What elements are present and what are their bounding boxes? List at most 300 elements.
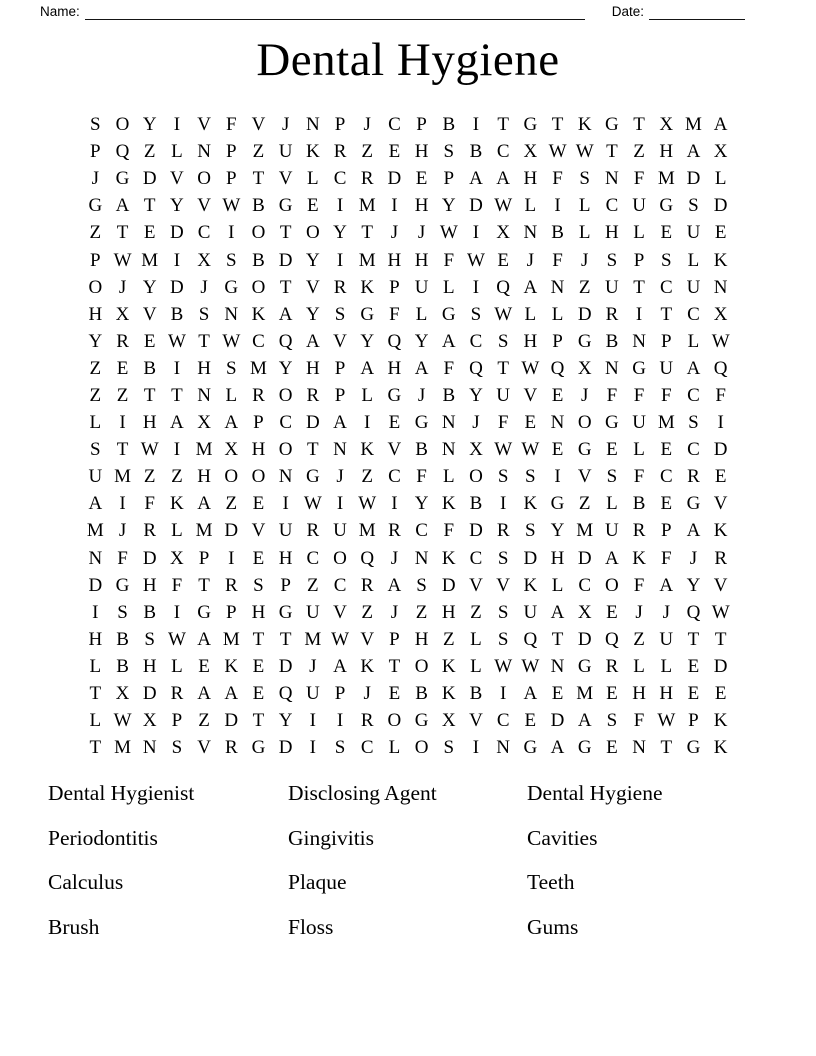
- grid-letter: O: [605, 574, 619, 596]
- grid-letter: U: [605, 276, 619, 298]
- grid-letter: L: [660, 655, 673, 677]
- grid-letter: T: [497, 114, 509, 136]
- grid-letter: E: [388, 141, 401, 163]
- grid-letter: O: [278, 384, 293, 406]
- grid-letter: U: [605, 520, 619, 542]
- grid-letter: I: [119, 412, 126, 434]
- grid-letter: B: [632, 493, 646, 515]
- grid-letter: Z: [171, 466, 183, 488]
- grid-letter: T: [252, 168, 265, 190]
- grid-letter: R: [714, 547, 727, 569]
- grid-letter: L: [388, 737, 401, 759]
- grid-letter: Y: [550, 520, 565, 542]
- grid-letter: S: [497, 628, 509, 650]
- grid-letter: Z: [578, 493, 591, 515]
- grid-letter: V: [387, 439, 402, 461]
- grid-letter: D: [577, 547, 592, 569]
- grid-letter: L: [171, 655, 183, 677]
- grid-letter: C: [388, 466, 401, 488]
- grid-letter: T: [307, 439, 319, 461]
- grid-letter: Z: [252, 141, 265, 163]
- grid-letter: W: [331, 628, 349, 650]
- grid-letter: Z: [116, 384, 129, 406]
- grid-letter: X: [713, 303, 728, 325]
- grid-letter: A: [333, 655, 347, 677]
- grid-letter: L: [415, 303, 428, 325]
- grid-letter: S: [225, 357, 237, 379]
- grid-letter: H: [88, 303, 103, 325]
- grid-letter: K: [632, 547, 646, 569]
- grid-letter: R: [360, 710, 374, 732]
- grid-letter: Q: [360, 547, 375, 569]
- grid-letter: L: [470, 628, 482, 650]
- grid-letter: Z: [361, 601, 374, 623]
- grid-letter: D: [469, 195, 483, 217]
- grid-letter: F: [171, 574, 183, 596]
- grid-letter: P: [90, 141, 101, 163]
- grid-letter: H: [278, 547, 293, 569]
- grid-letter: C: [279, 412, 292, 434]
- grid-letter: P: [253, 412, 264, 434]
- grid-letter: Z: [442, 628, 455, 650]
- grid-letter: J: [581, 384, 589, 406]
- grid-letter: V: [197, 114, 211, 136]
- grid-letter: C: [659, 466, 673, 488]
- grid-letter: L: [578, 195, 591, 217]
- grid-letter: R: [605, 303, 619, 325]
- grid-letter: D: [550, 710, 565, 732]
- grid-letter: O: [414, 655, 429, 677]
- grid-letter: B: [143, 601, 157, 623]
- grid-letter: S: [660, 249, 672, 271]
- grid-letter: O: [387, 710, 402, 732]
- word-item: Plaque: [288, 870, 347, 895]
- grid-letter: E: [714, 466, 727, 488]
- grid-letter: A: [469, 168, 483, 190]
- grid-letter: R: [116, 330, 129, 352]
- grid-letter: S: [606, 249, 618, 271]
- grid-letter: G: [577, 655, 592, 677]
- grid-letter: C: [687, 303, 700, 325]
- grid-letter: C: [687, 384, 700, 406]
- grid-letter: G: [605, 412, 619, 434]
- grid-letter: P: [389, 276, 400, 298]
- grid-letter: B: [442, 384, 456, 406]
- grid-letter: L: [606, 493, 618, 515]
- grid-letter: E: [551, 683, 564, 705]
- grid-letter: X: [115, 303, 130, 325]
- grid-letter: W: [113, 710, 132, 732]
- grid-letter: Z: [633, 628, 645, 650]
- grid-letter: G: [414, 412, 429, 434]
- grid-letter: Y: [414, 493, 429, 515]
- grid-letter: S: [90, 114, 101, 136]
- grid-letter: M: [250, 357, 267, 379]
- grid-letter: B: [143, 357, 157, 379]
- grid-letter: G: [577, 330, 592, 352]
- grid-letter: A: [414, 357, 429, 379]
- grid-letter: N: [713, 276, 728, 298]
- grid-letter: K: [713, 520, 728, 542]
- grid-letter: C: [578, 574, 592, 596]
- grid-letter: G: [550, 493, 565, 515]
- grid-letter: U: [278, 141, 293, 163]
- grid-letter: V: [523, 384, 538, 406]
- grid-letter: Y: [469, 384, 483, 406]
- grid-letter: W: [548, 141, 567, 163]
- grid-letter: L: [633, 655, 645, 677]
- grid-letter: E: [497, 249, 509, 271]
- grid-letter: X: [577, 601, 592, 623]
- grid-letter: F: [715, 384, 726, 406]
- grid-letter: Z: [361, 141, 374, 163]
- grid-letter: N: [441, 412, 456, 434]
- grid-letter: K: [441, 493, 456, 515]
- grid-letter: Q: [496, 276, 511, 298]
- grid-letter: X: [224, 439, 239, 461]
- grid-letter: I: [391, 493, 398, 515]
- grid-letter: Q: [686, 601, 701, 623]
- grid-letter: X: [197, 412, 211, 434]
- grid-letter: T: [198, 574, 210, 596]
- grid-letter: M: [304, 628, 322, 650]
- grid-letter: D: [224, 710, 239, 732]
- grid-letter: C: [496, 710, 510, 732]
- grid-letter: Z: [225, 493, 238, 515]
- grid-letter: I: [336, 493, 344, 515]
- grid-letter: H: [251, 601, 266, 623]
- grid-letter: K: [170, 493, 184, 515]
- grid-letter: I: [554, 195, 561, 217]
- grid-letter: B: [605, 330, 619, 352]
- grid-letter: H: [142, 412, 157, 434]
- grid-letter: H: [414, 628, 429, 650]
- grid-letter: I: [472, 114, 480, 136]
- grid-letter: G: [441, 303, 456, 325]
- grid-letter: O: [251, 466, 266, 488]
- grid-letter: Z: [470, 601, 482, 623]
- grid-letter: V: [197, 195, 211, 217]
- grid-letter: K: [224, 655, 239, 677]
- date-label: Date:: [611, 4, 645, 19]
- grid-letter: X: [577, 357, 592, 379]
- grid-letter: H: [523, 168, 538, 190]
- grid-letter: S: [470, 303, 482, 325]
- grid-letter: K: [523, 493, 538, 515]
- grid-letter: C: [333, 574, 347, 596]
- grid-letter: B: [442, 114, 456, 136]
- grid-letter: A: [496, 168, 511, 190]
- grid-letter: J: [472, 412, 480, 434]
- grid-letter: V: [142, 303, 157, 325]
- grid-letter: A: [550, 737, 565, 759]
- grid-letter: P: [443, 168, 455, 190]
- grid-letter: F: [633, 466, 645, 488]
- grid-letter: N: [632, 330, 646, 352]
- grid-letter: P: [90, 249, 101, 271]
- grid-letter: Y: [305, 249, 320, 271]
- grid-letter: A: [686, 141, 701, 163]
- grid-letter: E: [143, 330, 156, 352]
- grid-letter: Q: [115, 141, 130, 163]
- grid-letter: I: [173, 439, 181, 461]
- grid-letter: J: [390, 547, 399, 569]
- grid-letter: Q: [469, 357, 483, 379]
- grid-letter: B: [469, 141, 483, 163]
- word-list-column: [48, 781, 194, 959]
- grid-letter: S: [579, 168, 590, 190]
- grid-letter: L: [171, 520, 183, 542]
- name-blank-line: [85, 5, 585, 20]
- grid-letter: L: [89, 412, 102, 434]
- grid-letter: P: [660, 330, 672, 352]
- grid-letter: F: [633, 168, 645, 190]
- grid-letter: B: [469, 683, 483, 705]
- grid-letter: T: [551, 628, 564, 650]
- grid-letter: J: [417, 222, 426, 244]
- grid-letter: G: [115, 574, 130, 596]
- grid-letter: V: [251, 520, 266, 542]
- grid-letter: H: [605, 222, 619, 244]
- grid-letter: R: [224, 574, 238, 596]
- grid-letter: U: [632, 412, 646, 434]
- grid-letter: C: [605, 195, 619, 217]
- grid-letter: S: [525, 520, 536, 542]
- grid-letter: N: [550, 412, 565, 434]
- grid-letter: N: [632, 737, 646, 759]
- grid-letter: T: [279, 628, 292, 650]
- grid-letter: Q: [278, 330, 293, 352]
- grid-letter: E: [524, 710, 537, 732]
- grid-letter: V: [469, 710, 483, 732]
- grid-letter: V: [170, 168, 184, 190]
- grid-letter: C: [388, 114, 401, 136]
- word-item: Cavities: [527, 825, 598, 850]
- grid-letter: V: [333, 330, 347, 352]
- grid-letter: S: [688, 412, 699, 434]
- grid-letter: Q: [278, 683, 293, 705]
- grid-letter: R: [143, 520, 157, 542]
- grid-letter: U: [523, 601, 538, 623]
- grid-letter: I: [119, 493, 126, 515]
- grid-letter: F: [497, 412, 509, 434]
- grid-letter: M: [576, 520, 594, 542]
- grid-letter: E: [551, 384, 564, 406]
- grid-letter: A: [605, 547, 619, 569]
- grid-letter: H: [387, 249, 402, 271]
- grid-letter: D: [170, 276, 184, 298]
- grid-letter: U: [659, 628, 674, 650]
- grid-letter: N: [305, 114, 320, 136]
- grid-letter: J: [662, 601, 670, 623]
- grid-letter: T: [660, 737, 673, 759]
- grid-letter: I: [173, 601, 181, 623]
- grid-letter: R: [333, 141, 347, 163]
- grid-letter: X: [496, 222, 511, 244]
- grid-letter: S: [225, 249, 237, 271]
- grid-letter: T: [279, 222, 292, 244]
- grid-letter: C: [306, 547, 320, 569]
- grid-letter: A: [523, 683, 538, 705]
- grid-letter: U: [305, 601, 320, 623]
- grid-letter: S: [497, 466, 509, 488]
- grid-letter: M: [86, 520, 104, 542]
- grid-letter: F: [117, 547, 128, 569]
- grid-letter: H: [197, 466, 211, 488]
- grid-letter: E: [524, 412, 537, 434]
- grid-letter: D: [142, 547, 157, 569]
- grid-letter: C: [496, 141, 510, 163]
- grid-letter: D: [713, 439, 728, 461]
- grid-letter: W: [521, 655, 540, 677]
- grid-letter: Q: [713, 357, 728, 379]
- grid-letter: I: [228, 222, 235, 244]
- grid-letter: W: [521, 439, 540, 461]
- grid-letter: S: [171, 737, 183, 759]
- grid-letter: A: [713, 114, 728, 136]
- grid-letter: V: [496, 574, 511, 596]
- grid-letter: U: [333, 520, 347, 542]
- grid-letter: H: [523, 330, 538, 352]
- grid-letter: L: [633, 439, 645, 461]
- grid-letter: E: [415, 168, 428, 190]
- grid-letter: X: [142, 710, 157, 732]
- grid-letter: I: [635, 303, 643, 325]
- grid-letter: D: [142, 683, 157, 705]
- grid-letter: P: [225, 168, 237, 190]
- grid-letter: H: [142, 655, 157, 677]
- grid-letter: T: [143, 195, 156, 217]
- grid-letter: L: [687, 330, 700, 352]
- grid-letter: X: [469, 439, 483, 461]
- grid-letter: A: [278, 303, 293, 325]
- grid-letter: D: [278, 655, 293, 677]
- grid-letter: W: [494, 303, 513, 325]
- grid-letter: F: [552, 168, 563, 190]
- grid-letter: T: [633, 114, 645, 136]
- grid-letter: E: [660, 222, 673, 244]
- grid-letter: H: [632, 683, 646, 705]
- grid-letter: J: [91, 168, 100, 190]
- grid-letter: C: [469, 547, 483, 569]
- grid-letter: L: [442, 466, 455, 488]
- grid-letter: J: [390, 222, 399, 244]
- grid-letter: S: [688, 195, 699, 217]
- grid-letter: P: [334, 114, 346, 136]
- grid-letter: Y: [686, 574, 701, 596]
- grid-letter: E: [714, 683, 727, 705]
- grid-letter: G: [360, 303, 375, 325]
- grid-letter: I: [92, 601, 99, 623]
- grid-letter: U: [305, 683, 320, 705]
- grid-letter: G: [577, 737, 592, 759]
- grid-letter: W: [711, 601, 730, 623]
- grid-letter: O: [88, 276, 103, 298]
- grid-letter: O: [115, 114, 130, 136]
- grid-letter: N: [88, 547, 103, 569]
- grid-letter: X: [713, 141, 728, 163]
- grid-letter: I: [309, 737, 316, 759]
- grid-letter: W: [657, 710, 676, 732]
- grid-letter: B: [252, 249, 265, 271]
- grid-letter: E: [606, 601, 618, 623]
- grid-letter: N: [333, 439, 347, 461]
- grid-letter: A: [686, 357, 701, 379]
- grid-letter: L: [551, 303, 564, 325]
- grid-letter: F: [443, 249, 455, 271]
- grid-letter: G: [251, 737, 266, 759]
- grid-letter: F: [660, 384, 672, 406]
- grid-letter: M: [576, 683, 594, 705]
- grid-letter: Y: [142, 114, 157, 136]
- grid-letter: W: [358, 493, 377, 515]
- grid-letter: U: [88, 466, 103, 488]
- grid-letter: I: [554, 466, 561, 488]
- grid-letter: J: [581, 249, 589, 271]
- grid-letter: A: [170, 412, 184, 434]
- grid-letter: Y: [414, 330, 429, 352]
- grid-letter: L: [687, 249, 700, 271]
- grid-letter: H: [414, 195, 429, 217]
- grid-letter: G: [197, 601, 211, 623]
- grid-letter: A: [550, 601, 565, 623]
- grid-letter: A: [197, 628, 211, 650]
- grid-letter: G: [659, 195, 674, 217]
- grid-letter: P: [660, 520, 672, 542]
- grid-letter: M: [222, 628, 240, 650]
- grid-letter: A: [305, 330, 320, 352]
- word-item: Brush: [48, 914, 100, 939]
- grid-letter: E: [660, 439, 673, 461]
- grid-letter: L: [714, 168, 727, 190]
- grid-letter: N: [550, 276, 565, 298]
- grid-letter: F: [633, 384, 645, 406]
- grid-letter: Y: [333, 222, 347, 244]
- grid-letter: I: [499, 493, 507, 515]
- grid-letter: X: [115, 683, 130, 705]
- grid-letter: D: [577, 303, 592, 325]
- grid-letter: W: [575, 141, 594, 163]
- grid-letter: L: [89, 655, 102, 677]
- grid-letter: G: [523, 737, 538, 759]
- grid-letter: I: [228, 547, 235, 569]
- grid-letter: R: [388, 520, 401, 542]
- grid-letter: Y: [142, 276, 157, 298]
- grid-letter: P: [552, 330, 563, 352]
- grid-letter: R: [333, 276, 347, 298]
- grid-letter: B: [415, 683, 428, 705]
- grid-letter: J: [118, 276, 127, 298]
- grid-letter: I: [173, 114, 181, 136]
- word-item: Dental Hygiene: [527, 781, 663, 805]
- grid-letter: V: [469, 574, 483, 596]
- grid-letter: T: [89, 683, 102, 705]
- grid-letter: S: [416, 574, 427, 596]
- grid-letter: I: [173, 357, 181, 379]
- grid-letter: Z: [89, 384, 102, 406]
- grid-letter: C: [687, 439, 700, 461]
- grid-letter: U: [686, 222, 701, 244]
- grid-letter: N: [197, 141, 211, 163]
- grid-letter: P: [225, 601, 237, 623]
- grid-letter: I: [717, 412, 724, 434]
- grid-letter: Z: [89, 357, 102, 379]
- grid-letter: H: [550, 547, 565, 569]
- grid-letter: F: [633, 710, 645, 732]
- grid-letter: Q: [605, 628, 619, 650]
- grid-letter: J: [309, 655, 317, 677]
- grid-letter: G: [305, 466, 320, 488]
